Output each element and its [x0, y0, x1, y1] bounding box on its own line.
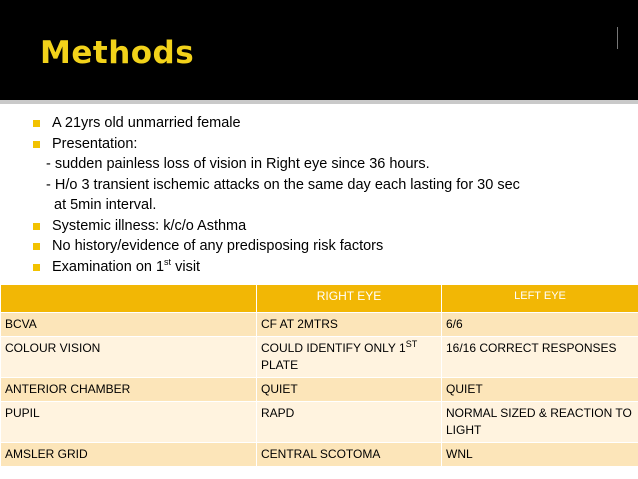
ordinal-suffix: ST	[405, 339, 418, 349]
bullet-text: No history/evidence of any predisposing risk factors	[52, 238, 384, 254]
table-header-row	[1, 285, 638, 313]
cell-parameter: AMSLER GRID	[1, 443, 257, 467]
sub-item	[28, 154, 628, 175]
bullet-item	[28, 257, 628, 278]
cell-text: COULD IDENTIFY ONLY 1	[261, 341, 406, 355]
table-row	[1, 313, 638, 337]
bullet-marker	[33, 243, 40, 250]
cell-right-eye: QUIET	[257, 378, 442, 402]
bullet-item	[28, 216, 628, 237]
bullet-text: Systemic illness: k/c/o Asthma	[52, 217, 247, 234]
bullet-marker	[33, 264, 40, 271]
bullet-list	[28, 113, 628, 277]
cell-right-eye: CENTRAL SCOTOMA	[257, 443, 442, 467]
bullet-text-after: visit	[171, 258, 201, 275]
header-divider	[0, 100, 638, 104]
slide-title: Methods	[40, 35, 195, 71]
sub-text: - H/o 3 transient ischemic attacks on the same day each lasting for 30 sec	[46, 176, 520, 193]
cell-left-eye: 16/16 CORRECT RESPONSES	[442, 337, 638, 378]
header-right-eye: RIGHT EYE	[257, 285, 442, 313]
cell-text-after: PLATE	[261, 358, 299, 372]
table-row	[1, 402, 638, 443]
bullet-marker	[33, 223, 40, 230]
corner-decoration	[617, 27, 618, 49]
cell-parameter: ANTERIOR CHAMBER	[1, 378, 257, 402]
bullet-marker	[33, 141, 40, 148]
table-row	[1, 378, 638, 402]
header-parameter	[1, 285, 257, 313]
bullet-text: Examination on 1	[52, 258, 165, 275]
cell-left-eye: QUIET	[442, 378, 638, 402]
sub-item-continuation	[28, 195, 628, 216]
header-left-eye: LEFT EYE	[442, 285, 638, 313]
cell-right-eye: RAPD	[257, 402, 442, 443]
table-row	[1, 337, 638, 378]
sub-text: at 5min interval.	[54, 197, 157, 213]
examination-table	[0, 284, 638, 467]
bullet-item	[28, 236, 628, 257]
cell-left-eye: WNL	[442, 443, 638, 467]
bullet-item	[28, 134, 628, 155]
cell-parameter: PUPIL	[1, 402, 257, 443]
bullet-item	[28, 113, 628, 134]
ordinal-suffix: st	[164, 256, 172, 267]
cell-left-eye: 6/6	[442, 313, 638, 337]
cell-right-eye: CF AT 2MTRS	[257, 313, 442, 337]
bullet-text: A 21yrs old unmarried female	[52, 115, 241, 131]
table-row	[1, 443, 638, 467]
sub-item	[28, 175, 628, 196]
cell-right-eye	[257, 337, 442, 378]
bullet-text: Presentation:	[52, 135, 138, 152]
bullet-marker	[33, 120, 40, 127]
cell-left-eye: NORMAL SIZED & REACTION TO LIGHT	[442, 402, 638, 443]
sub-text: - sudden painless loss of vision in Right eye since 36 hours.	[46, 156, 430, 172]
cell-parameter: BCVA	[1, 313, 257, 337]
cell-parameter: COLOUR VISION	[1, 337, 257, 378]
